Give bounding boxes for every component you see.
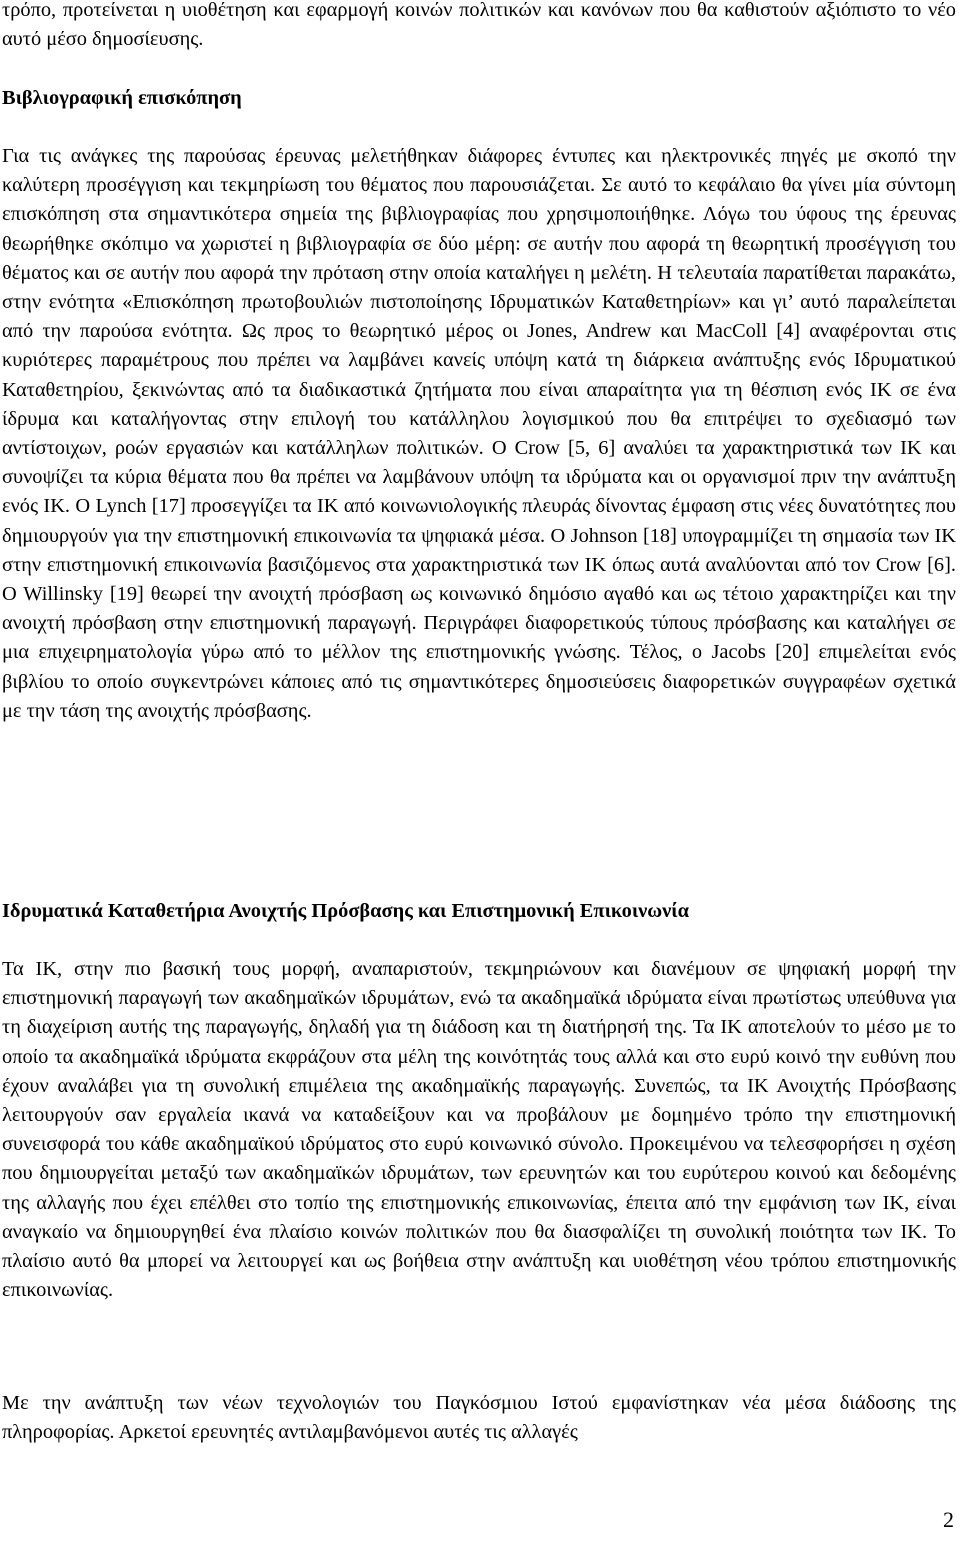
section-heading-repositories: Ιδρυματικά Καταθετήρια Ανοιχτής Πρόσβασης και Επιστημονική Επικοινωνία [2, 900, 689, 922]
bibliography-paragraph: Για τις ανάγκες της παρούσας έρευνας μελετήθηκαν διάφορες έντυπες και ηλεκτρονικές πηγές με σκοπό την καλύτερη προσέγγιση και τεκμηρίωση του θέματος που παρουσιάζεται. Σε αυτό το κεφάλαιο θα γίνει μία σύντομη επισκόπηση στα σημαντικότερα σημεία της βιβλιογραφίας που χρησιμοποιήθηκε. Λόγω του ύφους της έρευνας θεωρήθηκε σκόπιμο να χωριστεί η βιβλιογραφία σε δύο μέρη: σε αυτήν που αφορά τη θεωρητική προσέγγιση του θέματος και σε αυτήν που αφορά την πρόταση στην οποία καταλήγει η μελέτη. Η τελευταία παρατίθεται παρακάτω, στην ενότητα «Επισκόπηση πρωτοβουλιών πιστοποίησης Ιδρυματικών Καταθετηρίων» και γι’ αυτό παραλείπεται από την παρούσα ενότητα. Ως προς το θεωρητικό μέρος οι Jones, Andrew και MacColl [4] αναφέρονται στις κυριότερες παραμέτρους που πρέπει να λαμβάνει κανείς υπόψη κατά τη διάρκεια ανάπτυξης ενός Ιδρυματικού Καταθετηρίου, ξεκινώντας από τα διαδικαστικά ζητήματα που είναι απαραίτητα για τη θέσπιση ενός ΙΚ σε ένα ίδρυμα και καταλήγοντας στην επιλογή του κατάλληλου λογισμικού που θα επιτρέψει το σχεδιασμό των αντίστοιχων, ροών εργασιών και κατάλληλων πολιτικών. O Crow [5, 6] αναλύει τα χαρακτηριστικά των ΙΚ και συνοψίζει τα κύρια θέματα που θα πρέπει να λαμβάνουν υπόψη τα ιδρύματα και οι οργανισμοί πριν την ανάπτυξη ενός ΙΚ. O Lynch [17] προσεγγίζει τα ΙΚ από κοινωνιολογικής πλευράς δίνοντας έμφαση στις νέες δυνατότητες που δημιουργούν για την επιστημονική επικοινωνία τα ψηφιακά μέσα. O Johnson [18] υπογραμμίζει τη σημασία των ΙΚ στην επιστημονική επικοινωνία βασιζόμενος στα χαρακτηριστικά των ΙΚ όπως αυτά αναλύονται από τον Crow [6]. O Willinsky [19] θεωρεί την ανοιχτή πρόσβαση ως κοινωνικό δημόσιο αγαθό και ως τέτοιο χαρακτηρίζει και την ανοιχτή πρόσβαση στην επιστημονική παραγωγή. Περιγράφει διαφορετικούς τύπους πρόσβασης και καταλήγει σε μια επιχειρηματολογία γύρω από το μέλλον της επιστημονικής γνώσης. Τέλος, ο Jacobs [20] επιμελείται ενός βιβλίου το οποίο συγκεντρώνει κάποιες από τις σημαντικότερες δημοσιεύσεις διαφορετικών συγγραφέων σχετικά με την τάση της ανοιχτής πρόσβασης. [2, 145, 956, 722]
intro-paragraph: τρόπο, προτείνεται η υιοθέτηση και εφαρμογή κοινών πολιτικών και κανόνων που θα καθιστούν αξιόπιστο το νέο αυτό μέσο δημοσίευσης. [2, 0, 956, 51]
repositories-paragraph: Τα ΙΚ, στην πιο βασική τους μορφή, αναπαριστούν, τεκμηριώνουν και διανέμουν σε ψηφιακή μορφή την επιστημονική παραγωγή των ακαδημαϊκών ιδρυμάτων, ενώ τα ακαδημαϊκά ιδρύματα είναι πρωτίστως υπεύθυνα για τη διαχείριση αυτής της παραγωγής, δηλαδή για τη διάδοση και τη διατήρησή της. Τα ΙΚ αποτελούν το μέσο με το οποίο τα ακαδημαϊκά ιδρύματα εκφράζουν στα μέλη της κοινότητάς τους αλλά και στο ευρύ κοινό την ευθύνη που έχουν αναλάβει για τη συνολική επιμέλεια της ακαδημαϊκής παραγωγής. Συνεπώς, τα ΙΚ Ανοιχτής Πρόσβασης λειτουργούν σαν εργαλεία ικανά να καταδείξουν και να προβάλουν με δομημένο τρόπο την επιστημονική συνεισφορά του κάθε ακαδημαϊκού ιδρύματος στο ευρύ κοινωνικό σύνολο. Προκειμένου να τελεσφορήσει η σχέση που δημιουργείται μεταξύ των ακαδημαϊκών ιδρυμάτων, των ερευνητών και του ευρύτερου κοινού και δεδομένης της αλλαγής που έχει επέλθει στο τοπίο της επιστημονικής επικοινωνίας, έπειτα από την εμφάνιση των ΙΚ, είναι αναγκαίο να δημιουργηθεί ένα πλαίσιο κοινών πολιτικών που θα διασφαλίζει τη συνολική ποιότητα των ΙΚ. Το πλαίσιο αυτό θα μπορεί να λειτουργεί και ως βοήθεια στην ανάπτυξη και υιοθέτηση νέου τρόπου επιστημονικής επικοινωνίας. [2, 958, 956, 1302]
web-technologies-paragraph: Με την ανάπτυξη των νέων τεχνολογιών του Παγκόσμιου Ιστού εμφανίστηκαν νέα μέσα διάδοσης της πληροφορίας. Αρκετοί ερευνητές αντιλαμβανόμενοι αυτές τις αλλαγές [2, 1392, 956, 1444]
section-heading-bibliography: Βιβλιογραφική επισκόπηση [2, 87, 242, 109]
page-number: 2 [943, 1507, 954, 1532]
